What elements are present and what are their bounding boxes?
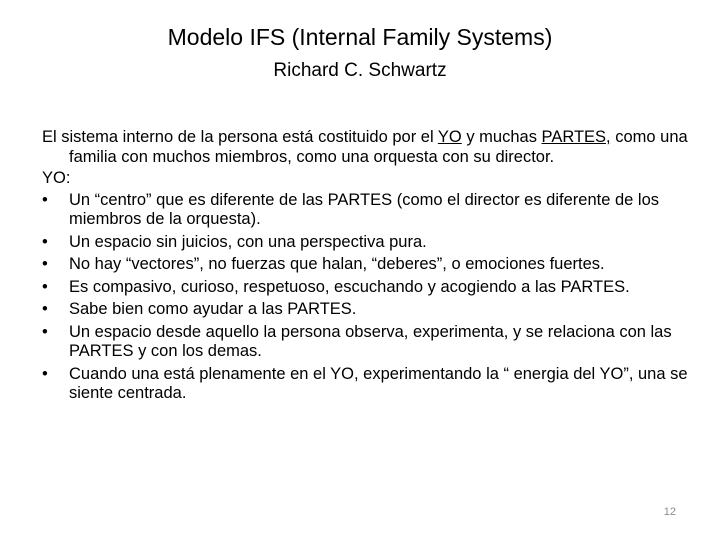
- slide-title: Modelo IFS (Internal Family Systems): [167, 24, 553, 50]
- bullet-icon: •: [42, 277, 48, 296]
- page-number: 12: [663, 506, 676, 518]
- list-item-text: Un espacio sin juicios, con una perspectiva pura.: [69, 232, 427, 251]
- intro-yo-underlined: YO: [437, 128, 462, 146]
- list-item-text: Un espacio desde aquello la persona observa, experimenta, y se relaciona con las PARTES y con los demas.: [69, 322, 672, 360]
- list-item: [42, 191, 702, 230]
- list-item: [42, 300, 702, 320]
- intro-partes-underlined: PARTES,: [541, 128, 611, 146]
- slide-body: [42, 128, 702, 407]
- intro-text-2: y muchas: [461, 128, 542, 146]
- bullet-icon: •: [42, 300, 48, 318]
- intro-paragraph: [42, 128, 702, 167]
- list-item-text: Un “centro” que es diferente de las PARTES (como el director es diferente de los miembros de la orquesta).: [69, 190, 660, 228]
- yo-points-list: [42, 191, 702, 404]
- yo-heading: YO:: [42, 169, 71, 187]
- list-item-text: No hay “vectores”, no fuerzas que halan, “deberes”, o emociones fuertes.: [69, 255, 605, 273]
- bullet-icon: •: [42, 255, 48, 273]
- list-item: [42, 255, 702, 275]
- bullet-icon: •: [42, 322, 48, 341]
- intro-text-3: como una familia con muchos miembros, como una orquesta con su director.: [69, 128, 688, 166]
- bullet-icon: •: [42, 232, 48, 251]
- list-item: [42, 233, 702, 253]
- bullet-icon: •: [42, 364, 48, 383]
- list-item: [42, 365, 702, 404]
- intro-text-1: El sistema interno de la persona está costituido por el: [42, 128, 438, 146]
- slide-subtitle: Richard C. Schwartz: [273, 60, 447, 81]
- list-item: [42, 323, 702, 362]
- list-item-text: Sabe bien como ayudar a las PARTES.: [69, 300, 357, 318]
- bullet-icon: •: [42, 190, 48, 209]
- list-item: [42, 278, 702, 298]
- list-item-text: Cuando una está plenamente en el YO, experimentando la “ energia del YO”, una se siente centrada.: [69, 364, 688, 402]
- list-item-text: Es compasivo, curioso, respetuoso, escuchando y acogiendo a las PARTES.: [69, 277, 630, 296]
